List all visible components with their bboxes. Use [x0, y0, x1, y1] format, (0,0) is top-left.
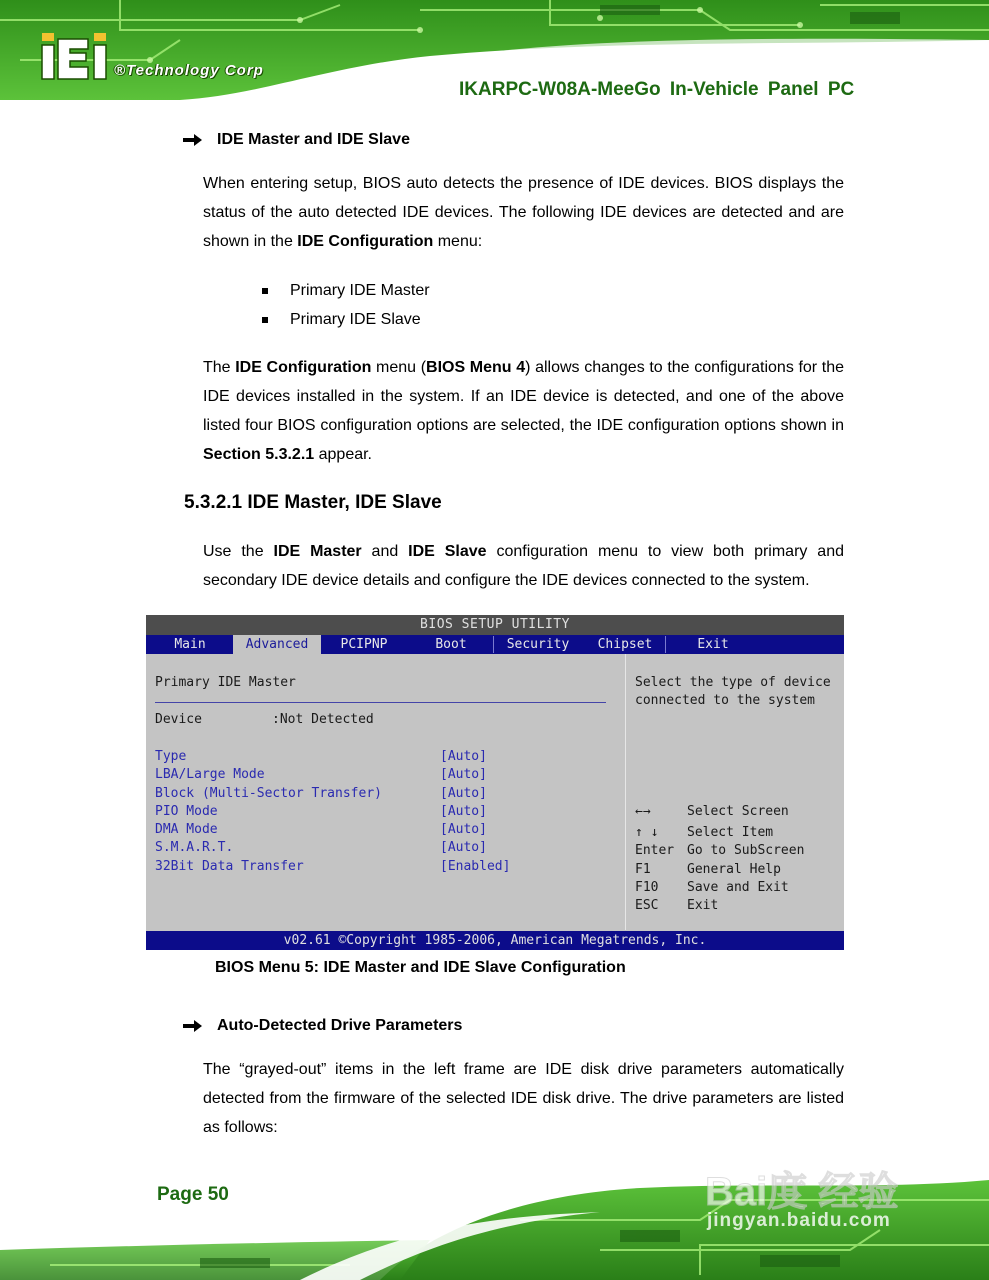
key-label: F10 [635, 880, 659, 895]
company-name: ®Technology Corp [114, 62, 264, 79]
watermark-url: jingyan.baidu.com [707, 1210, 891, 1231]
text-run: The [203, 359, 236, 376]
list-item-text: Primary IDE Slave [290, 311, 421, 328]
bold-run: IDE Configuration [297, 233, 434, 250]
key-label: Enter [635, 843, 675, 858]
list-item-text: Primary IDE Master [290, 282, 430, 299]
text-run: and [361, 543, 409, 560]
panel-divider [625, 654, 626, 930]
figure-caption: BIOS Menu 5: IDE Master and IDE Slave Configuration [215, 959, 626, 976]
option-32bit-label[interactable]: 32Bit Data Transfer [155, 859, 304, 874]
tab-main[interactable]: Main [174, 637, 206, 652]
option-smart-value[interactable]: [Auto] [440, 840, 487, 855]
bold-run: IDE Configuration [235, 359, 372, 376]
option-32bit-value[interactable]: [Enabled] [440, 859, 511, 874]
bold-run: BIOS Menu 4 [426, 359, 526, 376]
tab-pcipnp[interactable]: PCIPNP [340, 637, 388, 652]
tab-boot[interactable]: Boot [435, 637, 467, 652]
bold-run: IDE Master [273, 543, 362, 560]
iei-logo [40, 31, 110, 81]
option-dma-label[interactable]: DMA Mode [155, 822, 218, 837]
bios-screen [146, 615, 844, 950]
usage-paragraph [203, 537, 844, 595]
key-action: Select Screen [687, 804, 789, 819]
tab-separator [665, 636, 666, 653]
device-label: Device [155, 712, 202, 727]
key-action: Select Item [687, 825, 774, 840]
drive-params-paragraph: The “grayed-out” items in the left frame are IDE disk drive parameters automatically detected from the firmware of the selected IDE disk drive. The drive parameters are listed as follows: [203, 1061, 844, 1136]
right-arrow-icon [183, 1019, 203, 1033]
option-block-label[interactable]: Block (Multi-Sector Transfer) [155, 786, 382, 801]
text-run: appear. [314, 446, 372, 463]
text-run: When entering setup, BIOS auto detects the presence of IDE devices. BIOS displays the status of the auto detected IDE devices. The following IDE devices are detected and are shown in the [203, 175, 844, 250]
key-up-down-icon: ↑ ↓ [635, 825, 659, 840]
tab-separator [493, 636, 494, 653]
key-left-right-icon: ←→ [635, 804, 651, 819]
bios-menubar [146, 635, 844, 654]
intro-paragraph [203, 169, 844, 256]
arrow-heading-ide [183, 131, 410, 149]
right-arrow-icon [183, 133, 203, 147]
section-heading: 5.3.2.1 IDE Master, IDE Slave [184, 492, 442, 513]
key-action: Exit [687, 898, 719, 913]
text-run: Use the [203, 543, 274, 560]
option-dma-value[interactable]: [Auto] [440, 822, 487, 837]
heading-text: Auto-Detected Drive Parameters [217, 1017, 463, 1034]
option-lba-label[interactable]: LBA/Large Mode [155, 767, 265, 782]
section-rule [155, 702, 606, 703]
text-run: configuration menu to view both primary and secondary IDE device details and configure the IDE devices connected to the system. [203, 543, 844, 589]
header-banner [0, 0, 989, 118]
key-action: General Help [687, 862, 781, 877]
bios-title: BIOS SETUP UTILITY [146, 615, 844, 635]
key-label: ESC [635, 898, 659, 913]
tab-security[interactable]: Security [506, 637, 570, 652]
ide-config-paragraph [203, 353, 844, 469]
option-block-value[interactable]: [Auto] [440, 786, 487, 801]
tab-advanced[interactable]: Advanced [233, 635, 321, 654]
option-pio-value[interactable]: [Auto] [440, 804, 487, 819]
text-run: ) allows changes to the configurations for the IDE devices installed in the system. If an IDE device is detected, and one of the above listed four BIOS configuration options are selected, the IDE configuration options shown in [203, 359, 845, 434]
key-label: F1 [635, 862, 651, 877]
help-text-line2: connected to the system [635, 693, 816, 708]
bios-copyright: v02.61 ©Copyright 1985-2006, American Megatrends, Inc. [146, 931, 844, 950]
bold-run: Section 5.3.2.1 [203, 446, 315, 463]
text-run: menu ( [371, 359, 427, 376]
bullet-square-icon [262, 288, 268, 294]
bios-section-title: Primary IDE Master [155, 675, 296, 690]
option-type-label[interactable]: Type [155, 749, 187, 764]
key-action: Save and Exit [687, 880, 789, 895]
text-run: menu: [433, 233, 483, 250]
option-type-value[interactable]: [Auto] [440, 749, 487, 764]
tab-exit[interactable]: Exit [697, 637, 729, 652]
heading-text: IDE Master and IDE Slave [217, 131, 410, 148]
device-value: :Not Detected [272, 712, 374, 727]
list-item [262, 305, 430, 334]
option-lba-value[interactable]: [Auto] [440, 767, 487, 782]
tab-chipset[interactable]: Chipset [597, 637, 653, 652]
page-number: Page 50 [157, 1184, 229, 1205]
list-item [262, 276, 430, 305]
option-pio-label[interactable]: PIO Mode [155, 804, 218, 819]
help-text-line1: Select the type of device [635, 675, 831, 690]
bold-run: IDE Slave [408, 543, 487, 560]
watermark-brand: Bai度 经验 [705, 1170, 899, 1214]
bullet-square-icon [262, 317, 268, 323]
product-title: IKARPC-W08A-MeeGo In-Vehicle Panel PC [459, 79, 855, 100]
option-smart-label[interactable]: S.M.A.R.T. [155, 840, 234, 855]
device-list [262, 276, 430, 334]
key-action: Go to SubScreen [687, 843, 805, 858]
arrow-heading-drive [183, 1017, 462, 1035]
